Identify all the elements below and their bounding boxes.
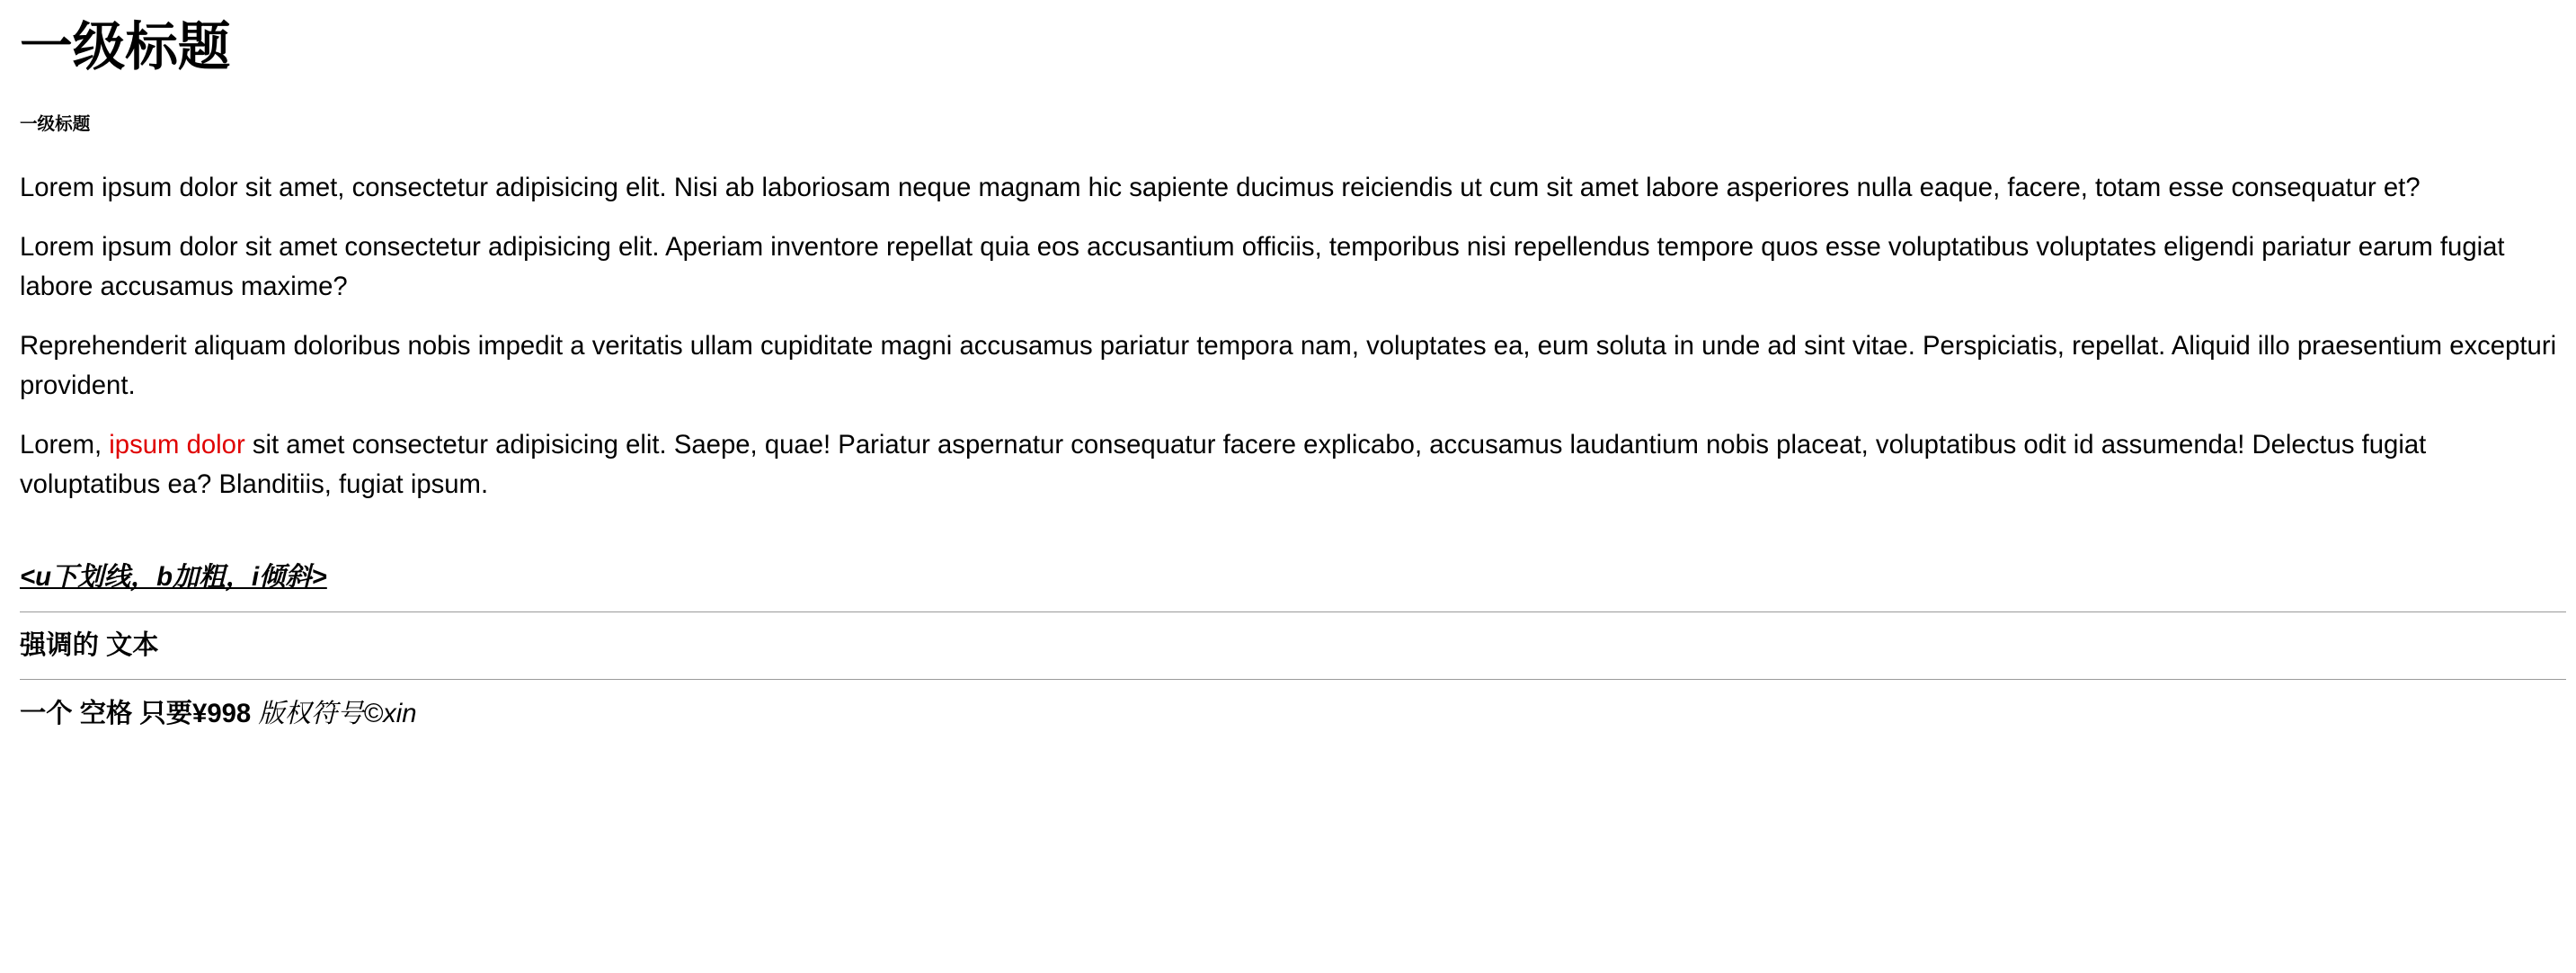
- divider-2: [20, 679, 2566, 680]
- price-copyright-line: [20, 697, 2566, 731]
- copyright-text: 版权符号©xin: [258, 698, 417, 728]
- price-text: ¥998: [192, 698, 252, 728]
- paragraph-4-rest: sit amet consectetur adipisicing elit. Saepe, quae! Pariatur aspernatur consequatur facere explicabo, accusamus laudantium nobis placeat, voluptatibus odit id assumenda! Delectus fugiat voluptatibus ea? Blanditiis, fugiat ipsum.: [19, 429, 2427, 499]
- styled-title: <u下划线，b加粗，i倾斜>: [19, 562, 327, 593]
- paragraph-3: Reprehenderit aliquam doloribus nobis impedit a veritatis ullam cupiditate magni accusamus pariatur tempora nam, voluptates ea, eum soluta in unde ad sint vitae. Perspiciatis, repellat. Aliquid illo praesentium excepturi provident.: [19, 331, 2557, 401]
- emphasis-text: 强调的 文本: [19, 629, 159, 660]
- paragraph-1: Lorem ipsum dolor sit amet, consectetur adipisicing elit. Nisi ab laboriosam neque magnam hic sapiente ducimus reiciendis ut cum sit amet labore asperiores nulla eaque, facere, totam esse consequatur et?: [19, 173, 2421, 203]
- spacer: [20, 524, 2566, 560]
- page-content: [0, 16, 2576, 730]
- highlighted-text: ipsum dolor: [109, 429, 245, 460]
- paragraph-4: [20, 425, 2566, 504]
- paragraph-2: Lorem ipsum dolor sit amet consectetur adipisicing elit. Aperiam inventore repellat quia eos accusantium officiis, temporibus nisi repellendus tempore quos esse voluptatibus voluptates eligendi pariatur earum fugiat labore accusamus maxime?: [19, 232, 2505, 302]
- paragraph-4-start: Lorem,: [19, 429, 110, 460]
- subtitle-h6: 一级标题: [19, 114, 91, 135]
- page-title-h1: 一级标题: [19, 18, 231, 77]
- space-text: 一个 空格 只要: [19, 698, 193, 728]
- divider-1: [20, 611, 2566, 612]
